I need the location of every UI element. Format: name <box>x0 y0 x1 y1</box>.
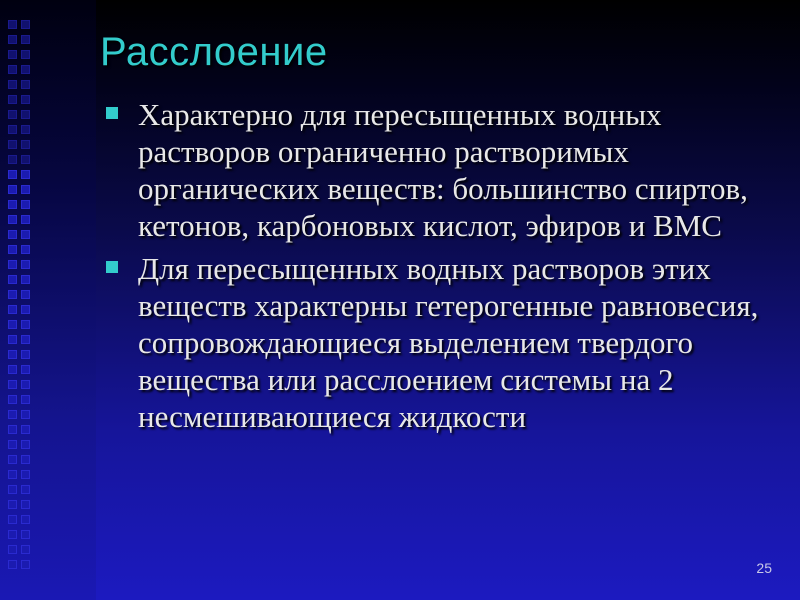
side-square-pattern <box>8 20 32 595</box>
square-bullet-icon <box>106 261 118 273</box>
bullet-text: Характерно для пересыщенных водных растворов ограниченно растворимых органических веществ: большинство спиртов, кетонов, карбоновых кислот, эфиров и ВМС <box>138 97 748 243</box>
bullet-text: Для пересыщенных водных растворов этих веществ характерны гетерогенные равновесия, сопровождающиеся выделением твердого вещества или расслоением системы на 2 несмешивающиеся жидкости <box>138 251 759 434</box>
bullet-item <box>100 96 760 244</box>
bullet-list <box>100 96 760 441</box>
page-number: 25 <box>756 560 772 576</box>
bullet-item <box>100 250 760 435</box>
slide-title: Расслоение <box>100 30 328 74</box>
square-bullet-icon <box>106 107 118 119</box>
side-decoration-strip <box>0 0 96 600</box>
